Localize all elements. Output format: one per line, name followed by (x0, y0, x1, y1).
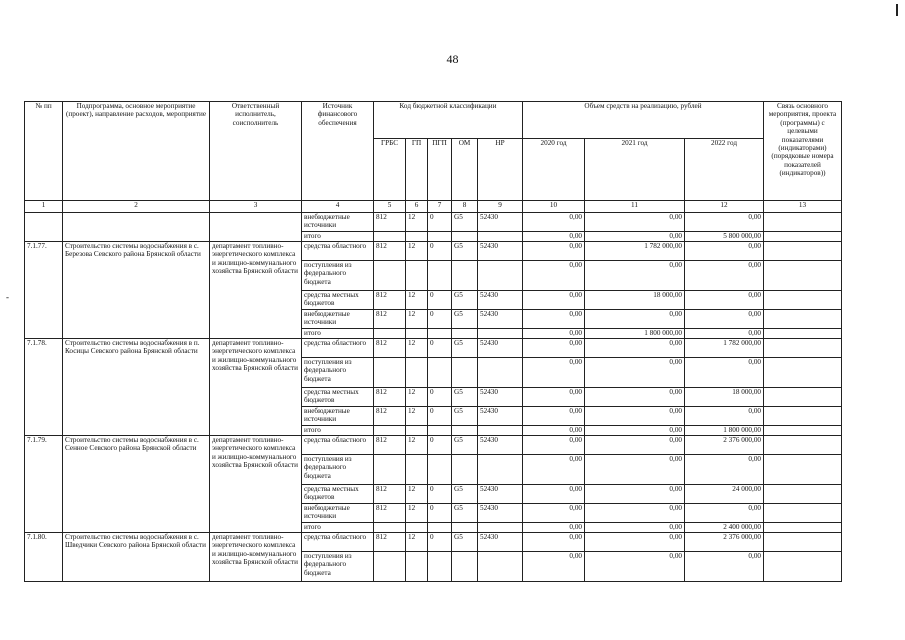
value-2020: 0,00 (523, 485, 585, 504)
cell-empty (452, 261, 478, 291)
cell-empty (428, 261, 452, 291)
cell-empty (374, 523, 406, 533)
col-number: 5 (374, 201, 406, 213)
source-cell: итого (302, 426, 374, 436)
indicator-cell (764, 232, 842, 242)
header-executor: Ответственный исполнитель, соисполнитель (210, 102, 302, 201)
value-2020: 0,00 (523, 242, 585, 261)
value-2021: 0,00 (585, 407, 685, 426)
cell-empty (478, 426, 523, 436)
value-2020: 0,00 (523, 388, 585, 407)
value-2022: 0,00 (685, 213, 764, 232)
cell-nr: 52430 (478, 407, 523, 426)
value-2021: 0,00 (585, 339, 685, 358)
cell-empty (478, 232, 523, 242)
value-2020: 0,00 (523, 504, 585, 523)
cell-nr: 52430 (478, 504, 523, 523)
cell-nr: 52430 (478, 242, 523, 261)
cell-empty (406, 523, 428, 533)
col-number: 7 (428, 201, 452, 213)
cell-om: G5 (452, 242, 478, 261)
cell-gp: 12 (406, 291, 428, 310)
value-2021: 0,00 (585, 261, 685, 291)
cell-grbs: 812 (374, 242, 406, 261)
value-2021: 0,00 (585, 213, 685, 232)
cell-empty (428, 455, 452, 485)
item-name: Строительство системы водоснабжения в с. Березова Севского района Брянской области (63, 242, 210, 339)
cell-gp: 12 (406, 388, 428, 407)
cell-om: G5 (452, 310, 478, 329)
cell-pgp: 0 (428, 339, 452, 358)
indicator-cell (764, 339, 842, 358)
value-2020: 0,00 (523, 455, 585, 485)
value-2022: 1 800 000,00 (685, 426, 764, 436)
table-row (25, 533, 842, 552)
cell-empty (478, 358, 523, 388)
cell-empty (374, 358, 406, 388)
value-2021: 0,00 (585, 485, 685, 504)
cell-pgp: 0 (428, 504, 452, 523)
cell-empty (406, 552, 428, 582)
value-2022: 0,00 (685, 291, 764, 310)
cell-empty (428, 552, 452, 582)
cell-pgp: 0 (428, 242, 452, 261)
value-2020: 0,00 (523, 552, 585, 582)
cell-empty (478, 329, 523, 339)
value-2020: 0,00 (523, 533, 585, 552)
cell-empty (452, 358, 478, 388)
indicator-cell (764, 436, 842, 455)
cell-empty (478, 455, 523, 485)
header-num: № пп (25, 102, 63, 201)
cell-grbs: 812 (374, 436, 406, 455)
value-2021: 0,00 (585, 533, 685, 552)
col-number: 2 (63, 201, 210, 213)
item-number: 7.1.77. (25, 242, 63, 339)
source-cell: поступления из федерального бюджета (302, 455, 374, 485)
item-name: Строительство системы водоснабжения в с. Сенное Севского района Брянской области (63, 436, 210, 533)
value-2021: 0,00 (585, 310, 685, 329)
value-2020: 0,00 (523, 426, 585, 436)
header-2021: 2021 год (585, 139, 685, 201)
indicator-cell (764, 291, 842, 310)
col-number: 4 (302, 201, 374, 213)
cell-empty (452, 523, 478, 533)
indicator-cell (764, 523, 842, 533)
value-2020: 0,00 (523, 523, 585, 533)
value-2022: 0,00 (685, 455, 764, 485)
indicator-cell (764, 242, 842, 261)
cell-grbs: 812 (374, 485, 406, 504)
source-cell: поступления из федерального бюджета (302, 358, 374, 388)
value-2021: 1 782 000,00 (585, 242, 685, 261)
cell-empty (406, 329, 428, 339)
source-cell: средства местных бюджетов (302, 291, 374, 310)
cell-empty (374, 261, 406, 291)
cell-pgp: 0 (428, 388, 452, 407)
cell-empty (428, 426, 452, 436)
cell-om: G5 (452, 533, 478, 552)
source-cell: внебюджетные источники (302, 504, 374, 523)
col-number: 9 (478, 201, 523, 213)
value-2021: 0,00 (585, 455, 685, 485)
col-number: 11 (585, 201, 685, 213)
margin-dot: - (6, 292, 9, 302)
cell-nr: 52430 (478, 310, 523, 329)
page-number: 48 (446, 52, 459, 66)
cell-empty (406, 232, 428, 242)
value-2020: 0,00 (523, 261, 585, 291)
value-2022: 0,00 (685, 329, 764, 339)
cell-empty (406, 358, 428, 388)
cell-empty (406, 261, 428, 291)
cell-gp: 12 (406, 213, 428, 232)
cell-gp: 12 (406, 339, 428, 358)
header-source: Источник финансового обеспечения (302, 102, 374, 201)
value-2021: 18 000,00 (585, 291, 685, 310)
cell-gp: 12 (406, 504, 428, 523)
value-2020: 0,00 (523, 358, 585, 388)
item-number: 7.1.79. (25, 436, 63, 533)
header-2022: 2022 год (685, 139, 764, 201)
cell-gp: 12 (406, 533, 428, 552)
item-name: Строительство системы водоснабжения в с. Шведчики Севского района Брянской области (63, 533, 210, 582)
value-2022: 1 782 000,00 (685, 339, 764, 358)
cell-om: G5 (452, 504, 478, 523)
indicator-cell (764, 485, 842, 504)
cell-nr: 52430 (478, 436, 523, 455)
cell-gp: 12 (406, 310, 428, 329)
cell-pgp: 0 (428, 407, 452, 426)
indicator-cell (764, 329, 842, 339)
cell-empty (478, 261, 523, 291)
cell-om: G5 (452, 339, 478, 358)
value-2022: 5 800 000,00 (685, 232, 764, 242)
cell-empty (406, 455, 428, 485)
cell-empty (374, 426, 406, 436)
cell-empty (406, 426, 428, 436)
item-number: 7.1.80. (25, 533, 63, 582)
value-2021: 0,00 (585, 426, 685, 436)
value-2020: 0,00 (523, 291, 585, 310)
cell-empty (428, 358, 452, 388)
header-om: ОМ (452, 139, 478, 201)
value-2022: 0,00 (685, 407, 764, 426)
cell-om: G5 (452, 291, 478, 310)
cell-grbs: 812 (374, 339, 406, 358)
cell-grbs: 812 (374, 504, 406, 523)
value-2021: 0,00 (585, 523, 685, 533)
cell-gp: 12 (406, 242, 428, 261)
source-cell: средства областного (302, 436, 374, 455)
indicator-cell (764, 552, 842, 582)
cell-nr: 52430 (478, 485, 523, 504)
indicator-cell (764, 426, 842, 436)
cell-gp: 12 (406, 436, 428, 455)
item-executor: департамент топливно-энергетического комплекса и жилищно-коммунального хозяйства Брянской области (210, 436, 302, 533)
cell-pgp: 0 (428, 310, 452, 329)
value-2022: 24 000,00 (685, 485, 764, 504)
indicator-cell (764, 407, 842, 426)
item-executor: департамент топливно-энергетического комплекса и жилищно-коммунального хозяйства Брянской области (210, 339, 302, 436)
value-2022: 0,00 (685, 242, 764, 261)
cell-empty (428, 523, 452, 533)
indicator-cell (764, 504, 842, 523)
value-2021: 0,00 (585, 552, 685, 582)
item-executor: департамент топливно-энергетического комплекса и жилищно-коммунального хозяйства Брянской области (210, 242, 302, 339)
value-2022: 0,00 (685, 310, 764, 329)
cell-grbs: 812 (374, 388, 406, 407)
source-cell: внебюджетные источники (302, 213, 374, 232)
cell-empty (452, 552, 478, 582)
header-2020: 2020 год (523, 139, 585, 201)
cell-pgp: 0 (428, 436, 452, 455)
cell-empty (452, 426, 478, 436)
value-2020: 0,00 (523, 232, 585, 242)
cell-empty (374, 552, 406, 582)
source-cell: внебюджетные источники (302, 310, 374, 329)
value-2022: 0,00 (685, 552, 764, 582)
cell-om: G5 (452, 407, 478, 426)
edge-mark (896, 4, 898, 16)
value-2022: 0,00 (685, 358, 764, 388)
cell-om: G5 (452, 436, 478, 455)
source-cell: средства областного (302, 242, 374, 261)
value-2020: 0,00 (523, 310, 585, 329)
cell-om: G5 (452, 213, 478, 232)
cell-nr: 52430 (478, 339, 523, 358)
cell-om: G5 (452, 485, 478, 504)
cell-empty (452, 329, 478, 339)
col-number: 13 (764, 201, 842, 213)
cell-grbs: 812 (374, 310, 406, 329)
source-cell: внебюджетные источники (302, 407, 374, 426)
cell-pgp: 0 (428, 533, 452, 552)
cell-empty (428, 329, 452, 339)
value-2021: 0,00 (585, 388, 685, 407)
source-cell: итого (302, 232, 374, 242)
header-name: Подпрограмма, основное мероприятие (проект), направление расходов, мероприятие (63, 102, 210, 201)
cell-pgp: 0 (428, 213, 452, 232)
header-pgp: ПГП (428, 139, 452, 201)
cell-empty (452, 232, 478, 242)
cell-grbs: 812 (374, 291, 406, 310)
header-grbs: ГРБС (374, 139, 406, 201)
indicator-cell (764, 358, 842, 388)
value-2022: 0,00 (685, 504, 764, 523)
cell-grbs: 812 (374, 213, 406, 232)
col-number: 1 (25, 201, 63, 213)
budget-table (24, 101, 842, 582)
cell-pgp: 0 (428, 291, 452, 310)
cell-empty (428, 232, 452, 242)
source-cell: итого (302, 523, 374, 533)
value-2022: 2 376 000,00 (685, 533, 764, 552)
cell-empty (374, 455, 406, 485)
table-row (25, 242, 842, 261)
indicator-cell (764, 533, 842, 552)
value-2021: 1 800 000,00 (585, 329, 685, 339)
value-2022: 0,00 (685, 261, 764, 291)
source-cell: средства областного (302, 533, 374, 552)
value-2020: 0,00 (523, 436, 585, 455)
indicator-cell (764, 310, 842, 329)
value-2021: 0,00 (585, 358, 685, 388)
source-cell: итого (302, 329, 374, 339)
cell-gp: 12 (406, 407, 428, 426)
table-row (25, 213, 842, 232)
col-number: 6 (406, 201, 428, 213)
value-2021: 0,00 (585, 232, 685, 242)
col-number: 12 (685, 201, 764, 213)
cell-grbs: 812 (374, 533, 406, 552)
column-number-row (25, 201, 842, 213)
item-name: Строительство системы водоснабжения в п. Косицы Севского района Брянской области (63, 339, 210, 436)
value-2021: 0,00 (585, 504, 685, 523)
col-number: 10 (523, 201, 585, 213)
cell-nr: 52430 (478, 291, 523, 310)
cell-om: G5 (452, 388, 478, 407)
header-link: Связь основного мероприятия, проекта (программы) с целевыми показателями (индикаторами) (порядковые номера показателей (индикаторов)) (764, 102, 842, 201)
cell-empty (25, 213, 63, 242)
cell-empty (374, 232, 406, 242)
cell-gp: 12 (406, 485, 428, 504)
indicator-cell (764, 213, 842, 232)
cell-nr: 52430 (478, 533, 523, 552)
source-cell: поступления из федерального бюджета (302, 552, 374, 582)
cell-pgp: 0 (428, 485, 452, 504)
indicator-cell (764, 455, 842, 485)
cell-empty (452, 455, 478, 485)
source-cell: средства областного (302, 339, 374, 358)
table-row (25, 436, 842, 455)
cell-empty (374, 329, 406, 339)
header-volume: Объем средств на реализацию, рублей (523, 102, 764, 139)
source-cell: средства местных бюджетов (302, 485, 374, 504)
cell-empty (63, 213, 210, 242)
cell-nr: 52430 (478, 388, 523, 407)
cell-empty (478, 523, 523, 533)
cell-grbs: 812 (374, 407, 406, 426)
col-number: 8 (452, 201, 478, 213)
source-cell: средства местных бюджетов (302, 388, 374, 407)
indicator-cell (764, 261, 842, 291)
cell-empty (478, 552, 523, 582)
source-cell: поступления из федерального бюджета (302, 261, 374, 291)
cell-empty (210, 213, 302, 242)
indicator-cell (764, 388, 842, 407)
header-gp: ГП (406, 139, 428, 201)
value-2020: 0,00 (523, 339, 585, 358)
cell-nr: 52430 (478, 213, 523, 232)
item-executor: департамент топливно-энергетического комплекса и жилищно-коммунального хозяйства Брянской области (210, 533, 302, 582)
col-number: 3 (210, 201, 302, 213)
value-2022: 2 376 000,00 (685, 436, 764, 455)
header-budget-code: Код бюджетной классификации (374, 102, 523, 139)
value-2021: 0,00 (585, 436, 685, 455)
table-row (25, 339, 842, 358)
item-number: 7.1.78. (25, 339, 63, 436)
value-2020: 0,00 (523, 329, 585, 339)
header-nr: НР (478, 139, 523, 201)
value-2020: 0,00 (523, 213, 585, 232)
value-2022: 18 000,00 (685, 388, 764, 407)
value-2020: 0,00 (523, 407, 585, 426)
value-2022: 2 400 000,00 (685, 523, 764, 533)
